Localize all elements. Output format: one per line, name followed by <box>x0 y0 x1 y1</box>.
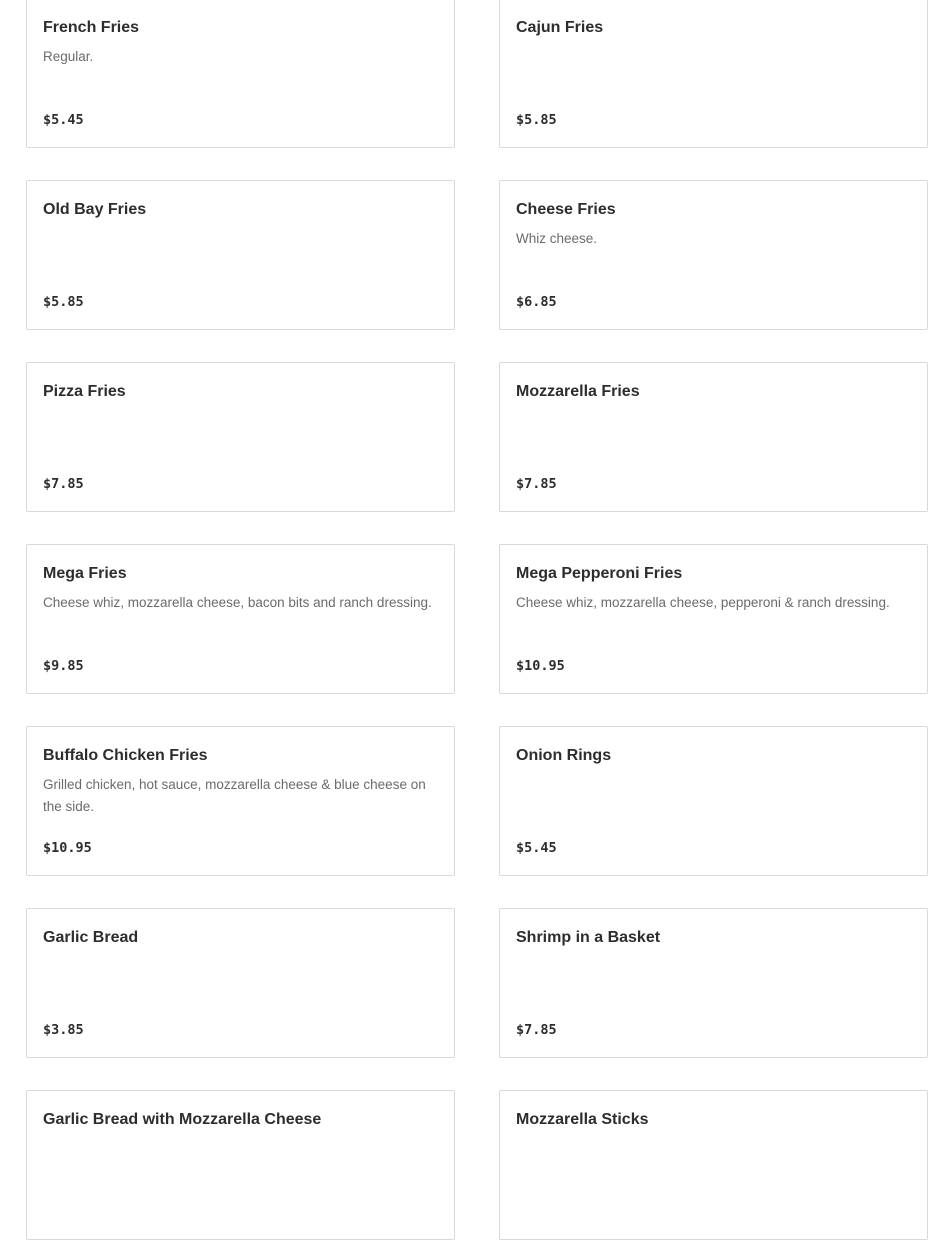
menu-item-name: Shrimp in a Basket <box>516 929 661 946</box>
menu-item-card[interactable] <box>499 908 928 1058</box>
menu-item-price: $7.85 <box>43 476 84 492</box>
menu-item-card[interactable] <box>26 1090 455 1240</box>
menu-item-price: $7.85 <box>516 476 557 492</box>
menu-item-name: Mega Fries <box>43 565 127 582</box>
menu-item-price: $9.85 <box>43 658 84 674</box>
menu-item-card[interactable] <box>499 1090 928 1240</box>
menu-item-card[interactable] <box>499 0 928 148</box>
menu-item-name: Pizza Fries <box>43 383 126 400</box>
menu-item-card[interactable] <box>26 726 455 876</box>
menu-item-name: Cajun Fries <box>516 19 604 36</box>
menu-items-grid <box>26 0 928 1240</box>
menu-item-price: $10.95 <box>516 658 565 674</box>
menu-item-description: Whiz cheese. <box>516 231 598 246</box>
menu-item-price: $6.85 <box>516 294 557 310</box>
menu-item-name: Garlic Bread <box>43 929 139 946</box>
menu-item-name: Cheese Fries <box>516 201 616 218</box>
menu-item-name: Mozzarella Sticks <box>516 1111 649 1128</box>
menu-item-name: Mozzarella Fries <box>516 383 640 400</box>
menu-item-price: $5.45 <box>43 112 84 128</box>
menu-item-card[interactable] <box>26 908 455 1058</box>
menu-item-price: $10.95 <box>43 840 92 856</box>
menu-item-price: $3.85 <box>43 1022 84 1038</box>
menu-item-name: Mega Pepperoni Fries <box>516 565 683 582</box>
menu-item-description: Cheese whiz, mozzarella cheese, bacon bits and ranch dressing. <box>43 595 432 610</box>
menu-item-description: Grilled chicken, hot sauce, mozzarella cheese & blue cheese on the side. <box>43 777 426 814</box>
menu-item-card[interactable] <box>26 180 455 330</box>
menu-item-description: Cheese whiz, mozzarella cheese, pepperoni & ranch dressing. <box>516 595 890 610</box>
menu-item-card[interactable] <box>26 0 455 148</box>
menu-item-card[interactable] <box>26 362 455 512</box>
menu-item-description: Regular. <box>43 49 94 64</box>
menu-item-price: $5.85 <box>43 294 84 310</box>
menu-item-price: $5.85 <box>516 112 557 128</box>
menu-item-name: Garlic Bread with Mozzarella Cheese <box>43 1111 322 1128</box>
menu-item-name: Old Bay Fries <box>43 201 147 218</box>
menu-item-card[interactable] <box>499 726 928 876</box>
menu-item-price: $7.85 <box>516 1022 557 1038</box>
menu-item-card[interactable] <box>499 362 928 512</box>
menu-item-name: French Fries <box>43 19 140 36</box>
menu-item-price: $5.45 <box>516 840 557 856</box>
menu-item-card[interactable] <box>499 180 928 330</box>
menu-item-name: Buffalo Chicken Fries <box>43 747 208 764</box>
menu-item-card[interactable] <box>26 544 455 694</box>
menu-item-card[interactable] <box>499 544 928 694</box>
menu-item-name: Onion Rings <box>516 747 612 764</box>
